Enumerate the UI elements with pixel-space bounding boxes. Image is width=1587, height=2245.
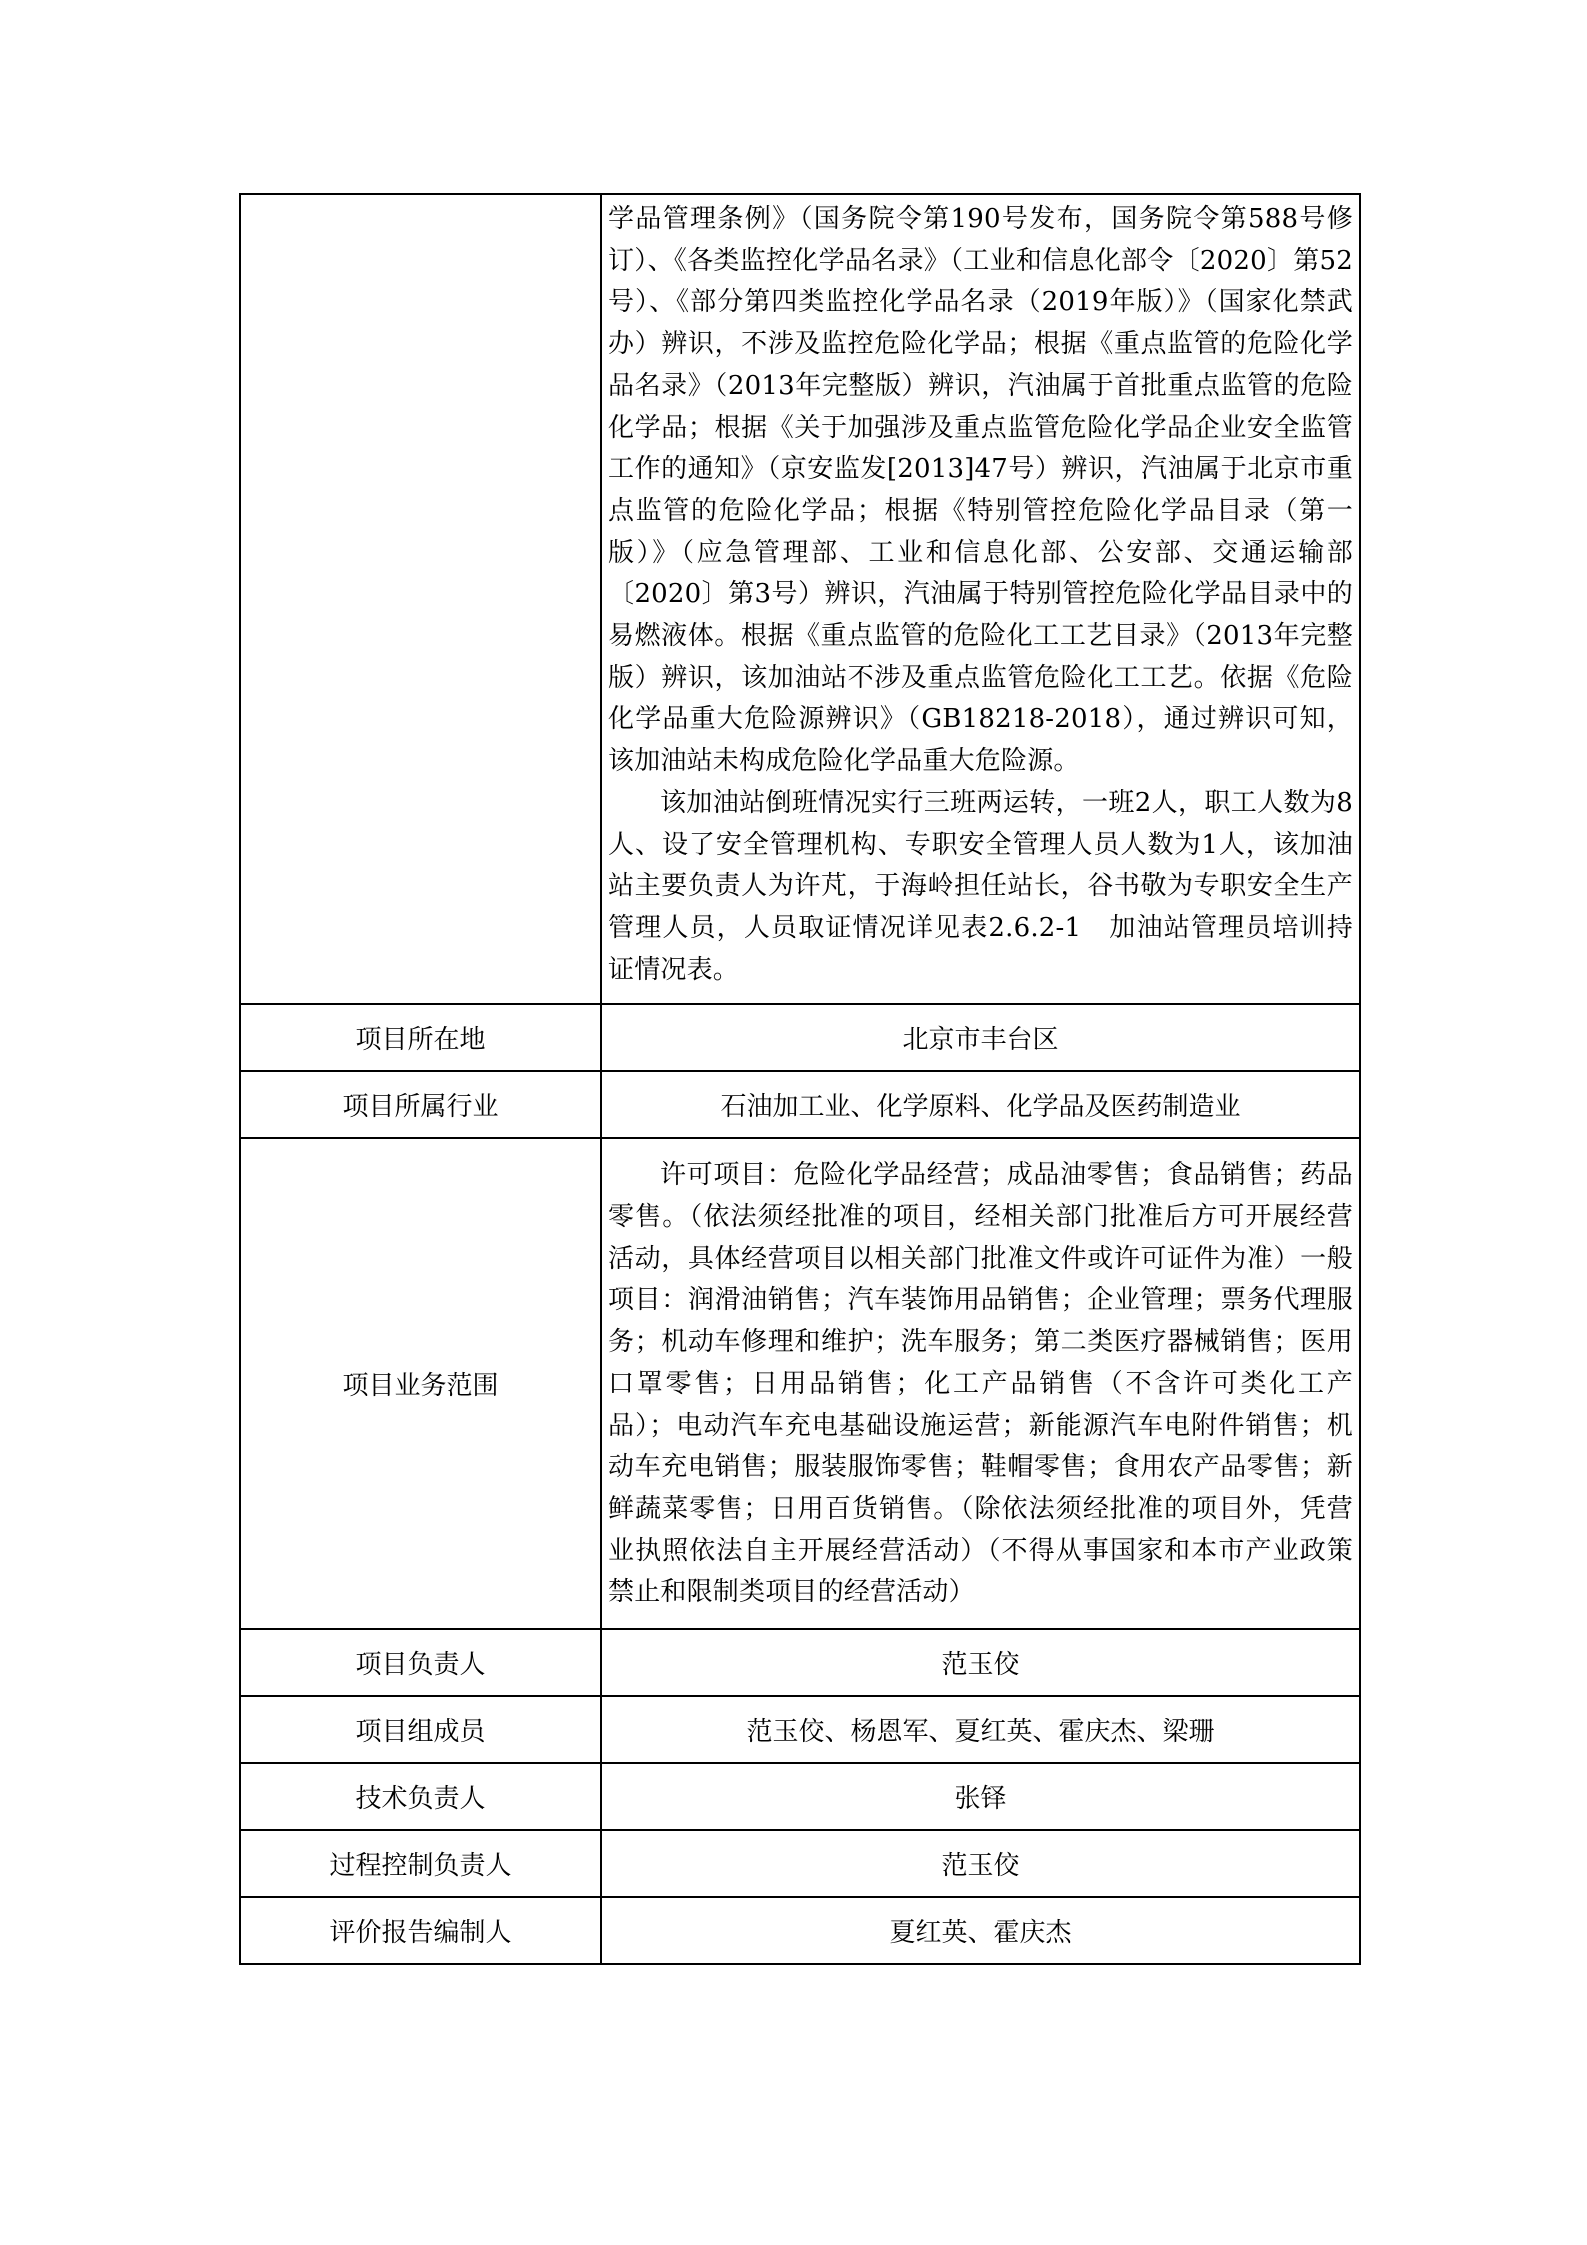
row-label-report-writer: 评价报告编制人 xyxy=(240,1897,601,1964)
table-row xyxy=(240,1629,1360,1696)
row-value-members: 范玉佼、杨恩军、夏红英、霍庆杰、梁珊 xyxy=(601,1696,1360,1763)
row-value-location: 北京市丰台区 xyxy=(601,1004,1360,1071)
row-label-tech-leader: 技术负责人 xyxy=(240,1763,601,1830)
table-row xyxy=(240,1071,1360,1138)
row-label-members: 项目组成员 xyxy=(240,1696,601,1763)
paragraph-staffing: 该加油站倒班情况实行三班两运转，一班2人，职工人数为8人、设了安全管理机构、专职安全管理人员人数为1人，该加油站主要负责人为许芃，于海岭担任站长，谷书敬为专职安全生产管理人员，人员取证情况详见表2.6.2-1 加油站管理员培训持证情况表。 xyxy=(608,787,1353,985)
row-value-tech-leader: 张铎 xyxy=(601,1763,1360,1830)
row-label-industry: 项目所属行业 xyxy=(240,1071,601,1138)
row-value-industry: 石油加工业、化学原料、化学品及医药制造业 xyxy=(601,1071,1360,1138)
table-row xyxy=(240,1138,1360,1629)
paragraph-identification: 学品管理条例》（国务院令第190号发布，国务院令第588号修订）、《各类监控化学品名录》（工业和信息化部令〔2020〕第52号）、《部分第四类监控化学品名录（2019年版）》（国家化禁武办）辨识，不涉及监控危险化学品；根据《重点监管的危险化学品名录》（2013年完整版）辨识，汽油属于首批重点监管的危险化学品；根据《关于加强涉及重点监管危险化学品企业安全监管工作的通知》（京安监发[2013]47号）辨识，汽油属于北京市重点监管的危险化学品；根据《特别管控危险化学品目录（第一版）》（应急管理部、工业和信息化部、公安部、交通运输部〔2020〕第3号）辨识，汽油属于特别管控危险化学品目录中的易燃液体。根据《重点监管的危险化工工艺目录》（2013年完整版）辨识，该加油站不涉及重点监管危险化工工艺。依据《危险化学品重大危险源辨识》（GB18218-2018），通过辨识可知，该加油站未构成危险化学品重大危险源。 xyxy=(608,204,1353,777)
project-info-table xyxy=(239,193,1361,1965)
row-value-leader: 范玉佼 xyxy=(601,1629,1360,1696)
paragraph-scope: 许可项目：危险化学品经营；成品油零售；食品销售；药品零售。（依法须经批准的项目，经相关部门批准后方可开展经营活动，具体经营项目以相关部门批准文件或许可证件为准）一般项目：润滑油销售；汽车装饰用品销售；企业管理；票务代理服务；机动车修理和维护；洗车服务；第二类医疗器械销售；医用口罩零售；日用品销售；化工产品销售（不含许可类化工产品）；电动汽车充电基础设施运营；新能源汽车电附件销售；机动车充电销售；服装服饰零售；鞋帽零售；食用农产品零售；新鲜蔬菜零售；日用百货销售。（除依法须经批准的项目外，凭营业执照依法自主开展经营活动）（不得从事国家和本市产业政策禁止和限制类项目的经营活动） xyxy=(608,1160,1353,1608)
table-row xyxy=(240,194,1360,1004)
row-label-process-leader: 过程控制负责人 xyxy=(240,1830,601,1897)
row-label-empty xyxy=(240,194,601,1004)
table-row xyxy=(240,1696,1360,1763)
row-value-scope xyxy=(601,1138,1360,1629)
row-label-location: 项目所在地 xyxy=(240,1004,601,1071)
row-value-continuation xyxy=(601,194,1360,1004)
table-row xyxy=(240,1830,1360,1897)
row-label-scope: 项目业务范围 xyxy=(240,1138,601,1629)
row-value-report-writer: 夏红英、霍庆杰 xyxy=(601,1897,1360,1964)
table-row xyxy=(240,1897,1360,1964)
table-row xyxy=(240,1004,1360,1071)
row-value-process-leader: 范玉佼 xyxy=(601,1830,1360,1897)
row-label-leader: 项目负责人 xyxy=(240,1629,601,1696)
table-row xyxy=(240,1763,1360,1830)
